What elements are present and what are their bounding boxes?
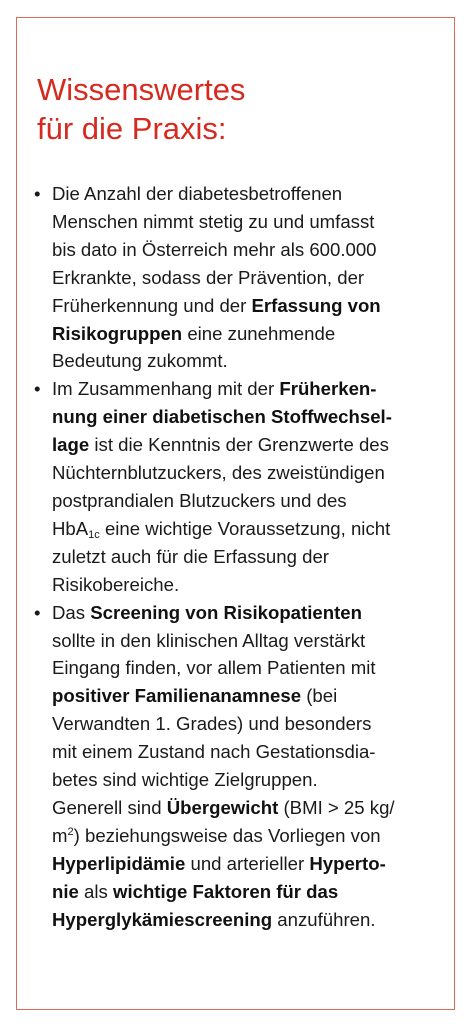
text-line	[52, 850, 439, 878]
text-segment: Eingang finden, vor allem Patienten mit	[52, 657, 376, 679]
text-line	[52, 682, 439, 710]
bold-term: Früherken-	[279, 378, 377, 400]
text-segment: HbA	[52, 517, 89, 539]
text-line	[52, 515, 439, 543]
text-segment: sollte in den klinischen Alltag verstärkt	[52, 629, 366, 651]
bullet-dot: •	[34, 601, 41, 623]
text-segment: Das	[52, 601, 91, 623]
text-segment: anzuführen.	[272, 908, 376, 930]
bold-term: wichtige Faktoren für das	[112, 880, 339, 902]
text-line	[52, 264, 439, 292]
text-line	[52, 543, 439, 571]
text-segment: bis dato in Österreich mehr als 600.000	[52, 238, 377, 260]
bold-term: Hyperto-	[309, 852, 386, 874]
bold-term: Screening von Risikopatienten	[90, 601, 362, 623]
box-title	[37, 70, 437, 148]
text-line	[52, 236, 439, 264]
text-segment: Die Anzahl der diabetesbetroffenen	[52, 183, 343, 204]
bullet-dot: •	[34, 183, 41, 204]
text-segment: eine wichtige Voraussetzung, nicht	[99, 517, 391, 539]
bold-term: Erfassung von	[251, 294, 381, 316]
text-line	[52, 431, 439, 459]
text-segment: zuletzt auch für die Erfassung der	[52, 545, 329, 567]
bold-term: Hyperlipidämie	[52, 852, 186, 874]
text-segment: Erkrankte, sodass der Prävention, der	[52, 266, 365, 288]
bullet-item	[34, 599, 439, 934]
text-segment: Generell sind	[52, 796, 167, 818]
bold-term: nung einer diabetischen Stoffwechsel-	[52, 406, 392, 428]
bullet-item	[34, 375, 439, 598]
text-line	[52, 906, 439, 934]
text-segment: Risikobereiche.	[52, 573, 180, 595]
text-line	[52, 403, 439, 431]
text-segment: ) beziehungsweise das Vorliegen von	[73, 824, 381, 846]
title-line: für die Praxis:	[37, 111, 227, 146]
text-line	[52, 822, 439, 850]
bold-term: nie	[52, 880, 79, 902]
text-segment: (BMI > 25 kg/	[278, 796, 395, 818]
text-line	[52, 459, 439, 487]
text-segment: eine zunehmende	[182, 322, 336, 344]
text-line	[52, 627, 439, 655]
text-segment: mit einem Zustand nach Gestationsdia-	[52, 741, 376, 763]
text-segment: Verwandten 1. Grades) und besonders	[52, 713, 372, 735]
text-segment: (bei	[301, 685, 338, 707]
subscript: 1c	[88, 528, 100, 541]
text-line	[52, 347, 439, 375]
text-line	[52, 375, 439, 403]
text-line	[52, 710, 439, 738]
text-segment: postprandialen Blutzuckers und des	[52, 489, 347, 511]
text-line	[52, 794, 439, 822]
text-line	[52, 487, 439, 515]
text-line	[52, 292, 439, 320]
text-segment: und arterieller	[185, 852, 310, 874]
bold-term: positiver Familienanamnese	[52, 685, 302, 707]
text-segment: Menschen nimmt stetig zu und umfasst	[52, 210, 375, 232]
text-line	[52, 766, 439, 794]
bullet-list	[34, 180, 439, 933]
text-line	[52, 320, 439, 348]
bold-term: Hyperglykämiescreening	[52, 908, 273, 930]
text-line	[52, 208, 439, 236]
title-line: Wissenswertes	[37, 72, 246, 107]
text-segment: Früherkennung und der	[52, 294, 252, 316]
superscript: 2	[67, 825, 74, 838]
text-segment: Nüchternblutzuckers, des zweistündigen	[52, 462, 385, 484]
bullet-dot: •	[34, 378, 41, 400]
text-line	[52, 738, 439, 766]
bullet-item	[34, 180, 439, 375]
text-segment: Bedeutung zukommt.	[52, 350, 228, 372]
text-line	[52, 654, 439, 682]
text-segment: als	[78, 880, 113, 902]
text-segment: ist die Kenntnis der Grenzwerte des	[89, 434, 389, 456]
text-line	[52, 180, 439, 208]
bold-term: Risikogruppen	[52, 322, 183, 344]
text-line	[52, 599, 439, 627]
bold-term: Übergewicht	[166, 796, 279, 818]
bold-term: lage	[52, 434, 90, 456]
text-line	[52, 878, 439, 906]
text-line	[52, 571, 439, 599]
text-segment: Im Zusammenhang mit der	[52, 378, 280, 400]
text-segment: m	[52, 824, 68, 846]
text-segment: betes sind wichtige Zielgruppen.	[52, 769, 318, 791]
